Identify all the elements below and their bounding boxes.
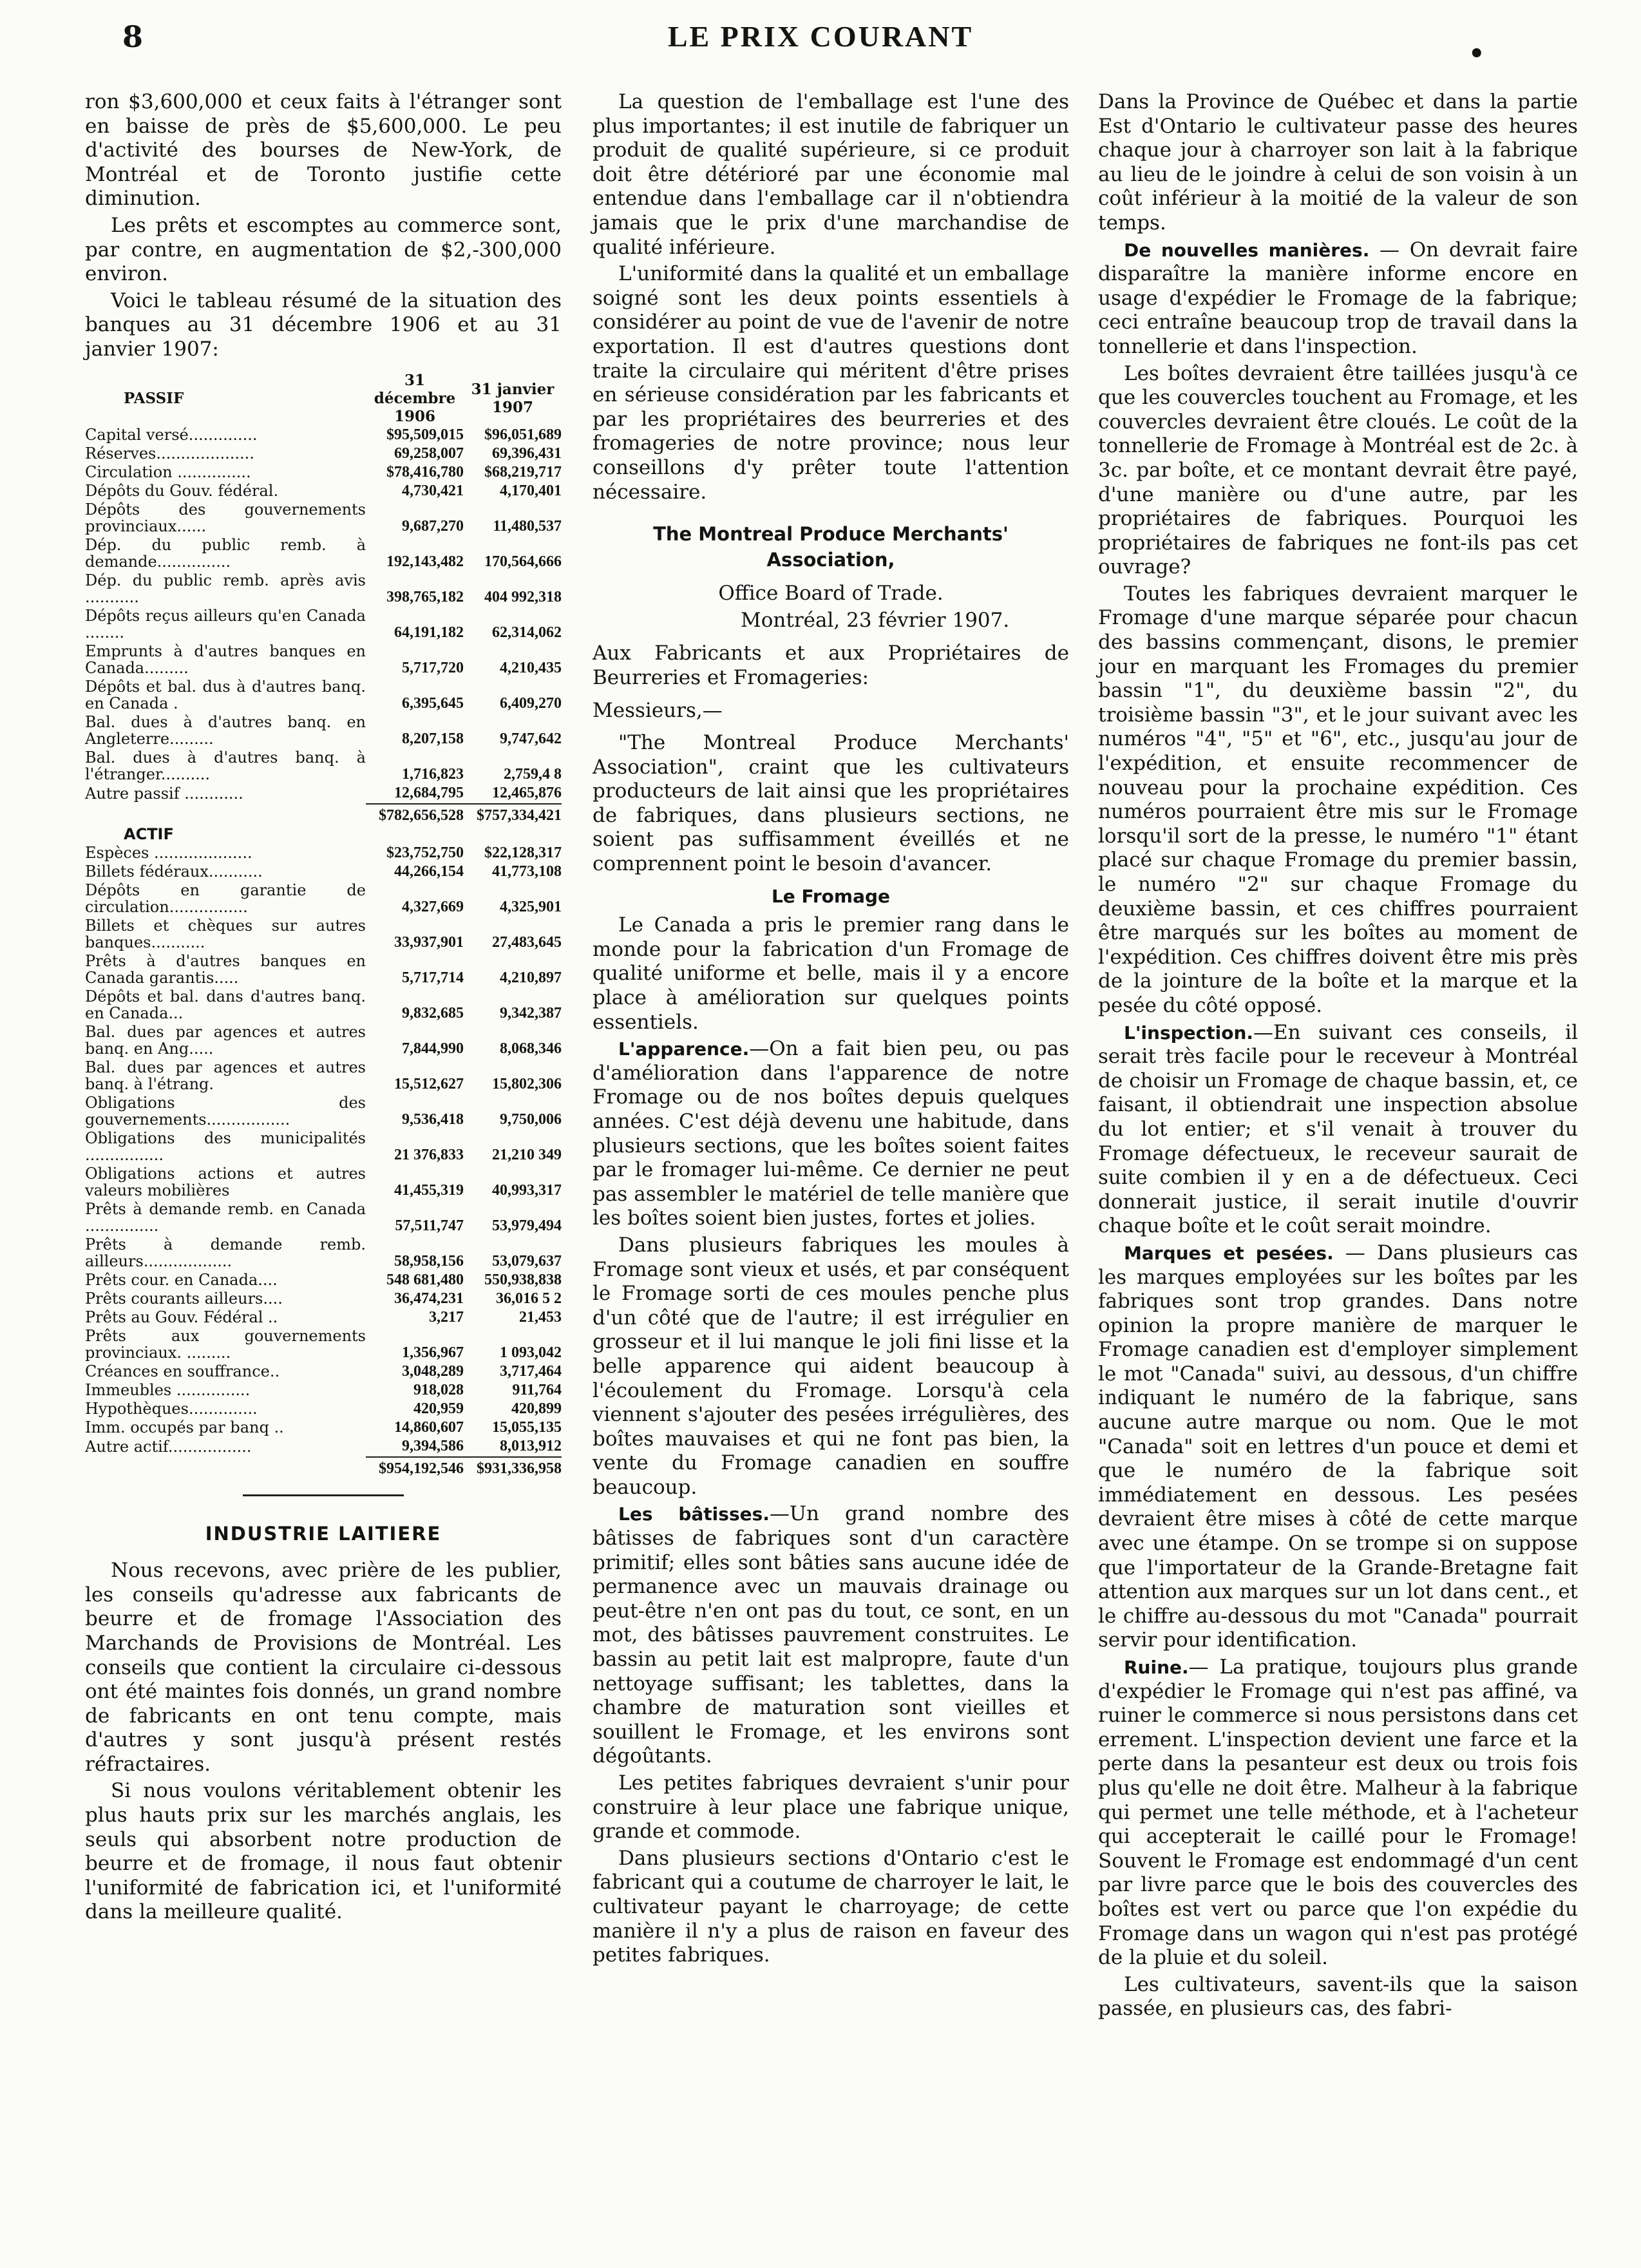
table-row [85,714,562,749]
column-header-january: 31 janvier 1907 [471,380,555,416]
row-label: Prêts au Gouv. Fédéral .. [85,1308,278,1326]
value-1906: 918,028 [413,1381,464,1398]
value-1906: $23,752,750 [386,844,464,861]
table-row [85,464,562,482]
paragraph: L'uniformité dans la qualité et un emballage soigné sont les deux points essentiels à considérer au point de vue de l'avenir de notre exportation. Il est d'autres questions dont traite la circulaire qui méritent d'être prises en sérieuse considération par les fabricants et par les propriétaires des beurreries et des fromageries de notre province; nous leur conseillons d'y prêter toute l'attention nécessaire. [593,262,1069,504]
total-value: $931,336,958 [464,1457,562,1479]
value-1907: 4,210,435 [500,659,562,676]
column-1 [85,90,562,1927]
run-in-heading: De nouvelles manières. [1124,239,1370,261]
row-label: Autre passif ............ [85,784,243,803]
table-row [85,482,562,501]
salutation: Messieurs,— [593,699,723,723]
table-row [85,882,562,917]
table-row [85,1059,562,1094]
table-row [85,537,562,572]
value-1907: 62,314,062 [492,624,562,641]
value-1907: $68,219,717 [484,463,562,481]
row-label: Dépôts reçus ailleurs qu'en Canada ........ [85,606,366,642]
value-1906: 14,860,607 [394,1418,464,1436]
table-row [85,917,562,953]
table-row [85,1290,562,1309]
run-in-heading: L'inspection. [1124,1022,1254,1043]
value-1906: 8,207,158 [402,730,464,747]
paragraph: De nouvelles manières. — On devrait faire disparaître la manière informe encore en usage d'expédier le Fromage de la fabrique; ceci entraîne beaucoup trop de travail dans la tonnellerie et dans l'inspection. [1098,238,1578,358]
table-row [85,844,562,863]
association-title: The Montreal Produce Merchants' Association, [653,523,1009,571]
total-value: $954,192,546 [366,1457,464,1479]
row-label: Réserves.................... [85,444,254,462]
paragraph: Les prêts et escomptes au commerce sont, par contre, en augmentation de $2,-300,000 environ. [85,213,562,286]
value-1907: 170,564,666 [484,553,562,570]
value-1906: 398,765,182 [386,588,464,605]
paragraph: Ruine.— La pratique, toujours plus grande d'expédier le Fromage qui n'est pas affiné, va ruiner le commerce si nous persistons dans cet errement. L'inspection devient une farce et la perte dans la pesanteur est deux ou trois fois plus qu'elle ne doit être. Malheur à la fabrique qui permet une telle méthode, et à l'acheteur qui accepterait le caillé pour le Fromage! Souvent le Fromage est endommagé d'un cent par livre parce que le bois des couvercles des boîtes est vert ou parce que l'on expédie du Fromage dans un wagon qui n'est pas protégé de la pluie et du soleil. [1098,1655,1578,1970]
value-1907: 3,717,464 [500,1362,562,1380]
value-1906: 9,687,270 [402,517,464,535]
row-label: Immeubles ............... [85,1380,251,1399]
value-1906: 4,327,669 [402,898,464,915]
actif-heading-row [85,826,562,844]
value-1907: 11,480,537 [493,517,562,535]
row-label: Imm. occupés par banq .. [85,1418,284,1436]
paragraph: L'inspection.—En suivant ces conseils, il serait très facile pour le receveur à Montréal de choisir un Fromage de chaque bassin, et, ce faisant, il obtiendrait une inspection absolue du lot entier; et s'il venait à trouver du Fromage défectueux, le receveur saurait de suite combien il y en a de défectueux. Ceci donnerait justice, il serait inutile d'ouvrir chaque boîte et le coût serait moindre. [1098,1020,1578,1238]
row-label: Circulation ............... [85,462,251,481]
actif-total-row [85,1457,562,1479]
table-row [85,749,562,785]
value-1907: 8,068,346 [500,1040,562,1057]
value-1907: 4,325,901 [500,898,562,915]
row-label: Dépôts des gouvernements provinciaux...... [85,500,366,535]
row-label: Dépôts du Gouv. fédéral. [85,481,279,500]
value-1906: 4,730,421 [402,482,464,499]
value-1906: $95,509,015 [386,426,464,443]
paragraph: Marques et pesées. — Dans plusieurs cas les marques employées sur les boîtes par les fabriques sont trop grandes. Dans notre opinion la propre manière de marquer le Fromage canadien est d'employer simplement le mot "Canada" suivi, au dessous, d'un chiffre indiquant le numéro de la fabrique, sans aucune autre marque ou nom. Que le mot "Canada" soit en lettres d'un pouce et demi et que le numéro de la fabrique soit immédiatement en dessous. Les pesées devraient être mises à côté de cette marque avec une étampe. On se trompe si on suppose que l'importateur de la Grande-Bretagne fait attention aux marques sur un lot dans cent., et le chiffre au-dessous du mot "Canada" pourrait servir pour identification. [1098,1241,1578,1652]
value-1906: 21 376,833 [394,1146,464,1163]
table-row [85,1309,562,1328]
address-line: Aux Fabricants et aux Propriétaires de Beurreries et Fromageries: [593,642,1069,689]
value-1906: 57,511,747 [395,1217,464,1234]
table-row [85,1094,562,1130]
paragraph: Les bâtisses.—Un grand nombre des bâtisses de fabriques sont d'un caractère primitif; elles sont bâties sans aucune idée de permanence avec un mauvais drainage ou peut-être n'en ont pas du tout, ce sont, en un mot, des bâtisses pauvrement construites. Le bassin au petit lait est malpropre, faute d'un nettoyage suffisant; les tablettes, dans la chambre de maturation sont vieilles et souillent le Fromage, et les environs sont dégoûtants. [593,1502,1069,1768]
paragraph: La question de l'emballage est l'une des plus importantes; il est inutile de fabriquer un produit de qualité supérieure, si ce produit doit être détérioré par une économie mal entendue dans l'emballage car il n'obtiendra jamais que le prix d'une marchandise de qualité inférieure. [593,90,1069,259]
table-row [85,1382,562,1400]
table-row [85,1236,562,1272]
table-row [85,678,562,714]
total-value: $757,334,421 [464,804,562,826]
paragraph: Dans la Province de Québec et dans la partie Est d'Ontario le cultivateur passe des heures chaque jour à charroyer son lait à la fabrique au lieu de le joindre à celui de son voisin à un coût inférieur à la moitié de la valeur de son temps. [1098,90,1578,234]
value-1907: 9,750,006 [500,1110,562,1128]
value-1907: 40,993,317 [492,1181,562,1199]
value-1907: 8,013,912 [500,1437,562,1454]
value-1907: 9,747,642 [500,730,562,747]
row-label: Créances en souffrance.. [85,1362,280,1380]
paragraph: ron $3,600,000 et ceux faits à l'étranger sont en baisse de près de $5,600,000. Le peu d'activité des bourses de New-York, de Montréal et de Toronto justifie cette diminution. [85,90,562,211]
row-label: Prêts aux gouvernements provinciaux. ......... [85,1326,366,1362]
paragraph: Les boîtes devraient être taillées jusqu'à ce que les couvercles touchent au Fromage, et les couvercles devraient être cloués. Le coût de la tonnellerie de Fromage à Montréal est de 2c. à 3c. par boîte, et ce montant devrait être payé, d'une manière ou d'une autre, par les propriétaires de fabriques. Pourquoi les propriétaires de fabriques ne font-ils pas cet ouvrage? [1098,361,1578,579]
table-row [85,445,562,464]
table-row [85,863,562,882]
value-1907: 15,055,135 [492,1418,562,1436]
dateline: Montréal, 23 février 1907. [741,608,1010,632]
value-1907: 4,210,897 [500,969,562,986]
row-label: Bal. dues à d'autres banq. à l'étranger.......... [85,748,366,783]
value-1906: 420,959 [413,1400,464,1417]
row-label: Prêts courants ailleurs.... [85,1289,283,1308]
table-row [85,1400,562,1419]
table-row [85,1130,562,1165]
row-label: Bal. dues par agences et autres banq. en Ang..... [85,1022,366,1058]
value-1906: 3,217 [429,1308,464,1326]
row-label: Prêts à demande remb. ailleurs.................. [85,1235,366,1270]
value-1907: 41,773,108 [492,862,562,880]
value-1906: 548 681,480 [386,1271,464,1288]
value-1906: 6,395,645 [402,694,464,712]
value-1906: 9,394,586 [402,1437,464,1454]
value-1907: 53,079,637 [492,1252,562,1270]
page-header [0,19,1641,69]
value-1907: 21,210 349 [492,1146,562,1163]
value-1906: 15,512,627 [394,1075,464,1092]
value-1906: 9,536,418 [402,1110,464,1128]
value-1907: 53,979,494 [492,1217,562,1234]
paragraph: Les cultivateurs, savent-ils que la saison passée, en plusieurs cas, des fabri- [1098,1972,1578,2021]
row-label: Bal. dues par agences et autres banq. à l'étrang. [85,1058,366,1093]
ornament-dot: • [1468,39,1485,69]
value-1906: 58,958,156 [394,1252,464,1270]
run-in-heading: Ruine. [1124,1657,1189,1678]
office-line: Office Board of Trade. [718,582,944,605]
value-1907: 1 093,042 [500,1344,562,1361]
subheading-fromage: Le Fromage [771,885,891,907]
row-label: Billets fédéraux........... [85,862,263,881]
table-row [85,1165,562,1201]
row-label: Emprunts à d'autres banques en Canada......... [85,642,366,677]
total-value: $782,656,528 [366,804,464,826]
paragraph: Le Canada a pris le premier rang dans le monde pour la fabrication d'un Fromage de qualité uniforme et belle, mais il y a encore place à amélioration sur quelques points essentiels. [593,913,1069,1034]
value-1907: 9,342,387 [500,1004,562,1022]
row-label: Dépôts et bal. dus à d'autres banq. en Canada . [85,677,366,712]
row-label: Bal. dues à d'autres banq. en Angleterre......... [85,712,366,748]
row-label: Prêts à demande remb. en Canada ............... [85,1199,366,1235]
actif-rows [85,844,562,1457]
section-divider [243,1494,404,1496]
bank-balance-table [85,371,562,1479]
value-1907: 12,465,876 [492,784,562,801]
value-1906: 41,455,319 [394,1181,464,1199]
paragraph: Nous recevons, avec prière de les publier, les conseils qu'adresse aux fabricants de beurre et de fromage l'Association des Marchands de Provisions de Montréal. Les conseils que contient la circulaire ci-dessous ont été maintes fois donnés, un grand nombre de fabricants en ont tenu compte, mais d'autres y sont jusqu'à présent restés réfractaires. [85,1559,562,1776]
value-1906: 36,474,231 [394,1290,464,1307]
passif-total-row [85,804,562,826]
paragraph: Toutes les fabriques devraient marquer le Fromage d'une marque séparée pour chacun des bassins commençant, disons, le premier jour en marquant les Fromages du premier bassin "1", du deuxième bassin "2", du troisième bassin "3", et le jour suivant avec les numéros "4", "5" et "6", etc., jusqu'au jour de l'expédition, et ensuite recommencer de nouveau pour la prochaine expédition. Ces numéros pourraient être mis sur le Fromage lorsqu'il sort de la presse, le numéro "1" étant placé sur chaque Fromage du premier bassin, le numéro "2" sur chaque Fromage du deuxième bassin, et ces chiffres pourraient être marqués sur les boîtes au moment de l'expédition. Ces chiffres doivent être mis près de la jointure de la boîte et la marque et la pesée du côté opposé. [1098,582,1578,1017]
paragraph: Dans plusieurs sections d'Ontario c'est le fabricant qui a coutume de charroyer le lait, le cultivateur payant le charroyage; de cette manière il n'y a plus de raison en faveur des petites fabriques. [593,1846,1069,1967]
value-1907: 36,016 5 2 [496,1290,562,1307]
table-row [85,1024,562,1059]
value-1907: $22,128,317 [484,844,562,861]
value-1906: 9,832,685 [402,1004,464,1022]
row-label: Dépôts et bal. dans d'autres banq. en Canada... [85,987,366,1022]
passif-rows [85,426,562,804]
value-1907: 69,396,431 [492,444,562,462]
row-label: Dép. du public remb. après avis ........... [85,571,366,606]
table-row [85,1328,562,1363]
actif-heading: ACTIF [124,824,174,843]
row-label: Capital versé.............. [85,425,258,444]
value-1906: 69,258,007 [394,444,464,462]
row-label: Autre actif................. [85,1437,252,1456]
row-label: Obligations actions et autres valeurs mobilières [85,1164,366,1199]
table-row [85,1363,562,1382]
section-heading: INDUSTRIE LAITIERE [205,1522,442,1545]
value-1907: 4,170,401 [500,482,562,499]
value-1906: 3,048,289 [402,1362,464,1380]
table-row [85,785,562,804]
page-number: 8 [122,19,144,54]
table-row [85,426,562,445]
paragraph: L'apparence.—On a fait bien peu, ou pas d'amélioration dans l'apparence de notre Fromage ou de nos boîtes depuis quelques années. C'est déjà devenu une habitude, dans plusieurs sections, que les boîtes soient faites par le fromager lui-même. Ce dernier ne peut pas assembler le matériel de telle manière que les boîtes soient bien justes, fortes et jolies. [593,1037,1069,1230]
paragraph: Voici le tableau résumé de la situation des banques au 31 décembre 1906 et au 31 janvier 1907: [85,289,562,361]
row-label: Hypothèques.............. [85,1399,258,1418]
run-in-heading: L'apparence. [618,1038,750,1060]
value-1906: 5,717,720 [402,659,464,676]
value-1907: 6,409,270 [500,694,562,712]
row-label: Dépôts en garantie de circulation................ [85,881,366,916]
table-row [85,953,562,988]
value-1906: $78,416,780 [386,463,464,481]
paragraph: Les petites fabriques devraient s'unir pour construire à leur place une fabrique unique, grande et commode. [593,1771,1069,1844]
value-1906: 1,356,967 [402,1344,464,1361]
value-1906: 7,844,990 [402,1040,464,1057]
value-1907: $96,051,689 [484,426,562,443]
value-1906: 192,143,482 [386,553,464,570]
row-label: Obligations des municipalités ................ [85,1129,366,1164]
paragraph: "The Montreal Produce Merchants' Association", craint que les cultivateurs producteurs de lait ainsi que les propriétaires de fabriques, dans plusieurs sections, ne soient pas suffisamment éveillés et ne comprennent point le besoin d'avancer. [593,731,1069,876]
value-1906: 12,684,795 [394,784,464,801]
table-row [85,1438,562,1457]
value-1907: 911,764 [512,1381,562,1398]
paragraph: Si nous voulons véritablement obtenir les plus hauts prix sur les marchés anglais, les seuls qui absorbent notre production de beurre et de fromage, il nous faut obtenir l'uniformité de fabrication ici, et l'uniformité dans la meilleure qualité. [85,1779,562,1924]
table-row [85,572,562,607]
column-2 [593,90,1069,1970]
value-1907: 404 992,318 [484,588,562,605]
row-label: Prêts à d'autres banques en Canada garantis..... [85,951,366,987]
passif-heading: PASSIF [124,389,184,407]
value-1907: 2,759,4 8 [504,765,562,783]
paragraph: Dans plusieurs fabriques les moules à Fromage sont vieux et usés, et par conséquent le Fromage sorti de ces moules penche plus d'un côté que de l'autre; il est irrégulier en grosseur et il lui manque le joli fini lisse et la belle apparence qui aident beaucoup à l'écoulement du Fromage. Lorsqu'à cela viennent s'ajouter des pesées irrégulières, des boîtes mauvaises et qui ne font pas bien, la vente du Fromage canadien en souffre beaucoup. [593,1233,1069,1499]
value-1907: 27,483,645 [492,933,562,951]
table-row [85,988,562,1024]
table-row [85,501,562,537]
value-1907: 21,453 [519,1308,562,1326]
value-1906: 33,937,901 [394,933,464,951]
table-header-row [85,371,562,426]
row-label: Billets et chèques sur autres banques........... [85,916,366,951]
column-3 [1098,90,1578,2024]
value-1907: 550,938,838 [484,1271,562,1288]
table-row [85,1272,562,1290]
column-header-december: 31 décembre 1906 [374,371,456,425]
run-in-heading: Les bâtisses. [618,1503,770,1525]
table-row [85,607,562,643]
value-1906: 44,266,154 [394,862,464,880]
value-1907: 15,802,306 [492,1075,562,1092]
table-row [85,1201,562,1236]
row-label: Obligations des gouvernements................. [85,1093,366,1129]
value-1906: 64,191,182 [394,624,464,641]
row-label: Dép. du public remb. à demande............... [85,535,366,571]
row-label: Prêts cour. en Canada.... [85,1270,278,1289]
masthead-title: LE PRIX COURANT [667,20,974,53]
value-1906: 1,716,823 [402,765,464,783]
run-in-heading: Marques et pesées. [1124,1242,1334,1264]
value-1907: 420,899 [511,1400,562,1417]
row-label: Espèces .................... [85,843,252,862]
value-1906: 5,717,714 [402,969,464,986]
table-row [85,1419,562,1438]
table-row [85,643,562,678]
